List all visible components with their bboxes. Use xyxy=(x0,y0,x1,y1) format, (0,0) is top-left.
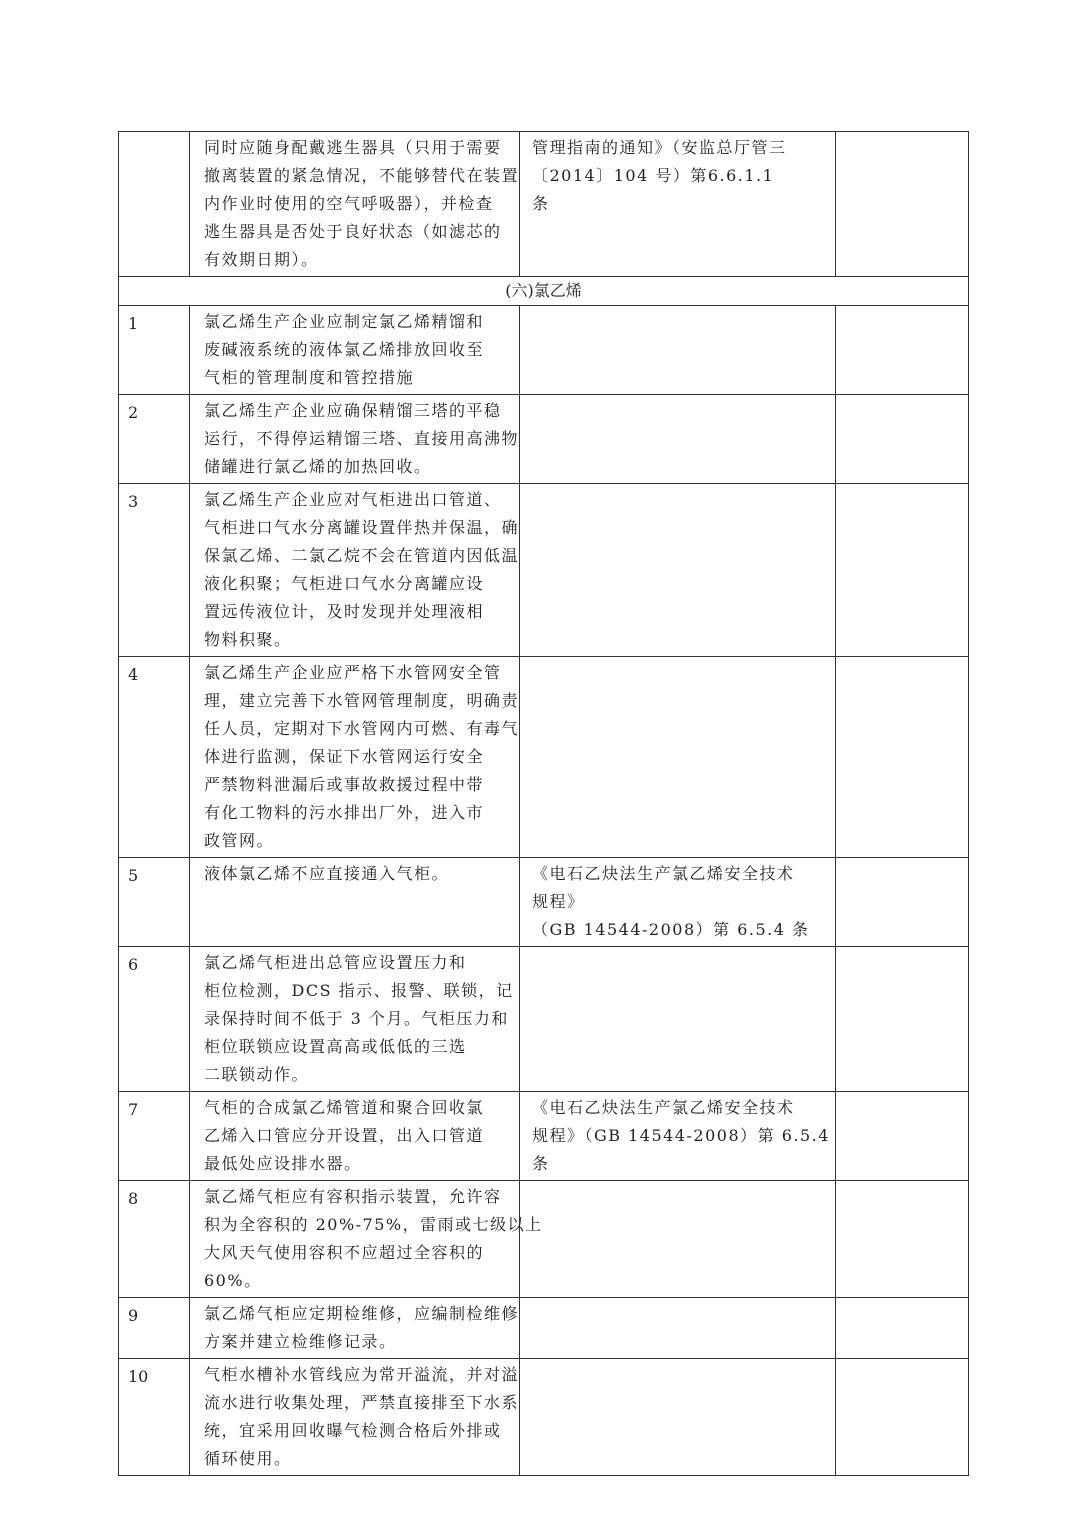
row-remark-cell xyxy=(836,484,969,657)
table-row xyxy=(119,1092,969,1181)
text-line: 流水进行收集处理，严禁直接排至下水系 xyxy=(204,1393,520,1412)
row-number-cell: 5 xyxy=(119,858,190,947)
text-line: 置远传液位计，及时发现并处理液相 xyxy=(204,602,485,621)
text-line: 柜位检测，DCS 指示、报警、联锁，记 xyxy=(204,981,514,1000)
row-basis-cell xyxy=(520,947,836,1092)
checklist-table xyxy=(118,131,969,1476)
text-line: 氯乙烯生产企业应制定氯乙烯精馏和 xyxy=(204,312,485,331)
table-row xyxy=(119,1359,969,1476)
table-row xyxy=(119,484,969,657)
row-content-cell xyxy=(190,395,520,484)
text-line: 气柜水槽补水管线应为常开溢流，并对溢 xyxy=(204,1365,520,1384)
text-line: 任人员，定期对下水管网内可燃、有毒气 xyxy=(204,719,520,738)
text-line: 柜位联锁应设置高高或低低的三选 xyxy=(204,1037,467,1056)
text-line: 条 xyxy=(532,1154,550,1173)
row-basis-cell xyxy=(520,1359,836,1476)
text-line: 储罐进行氯乙烯的加热回收。 xyxy=(204,457,432,476)
text-line: 二联锁动作。 xyxy=(204,1065,310,1084)
row-basis-cell xyxy=(520,395,836,484)
row-basis-cell xyxy=(520,1092,836,1181)
table-row xyxy=(119,1298,969,1359)
text-line: 《电石乙炔法生产氯乙烯安全技术 xyxy=(532,864,795,883)
row-basis-cell xyxy=(520,306,836,395)
row-remark-cell xyxy=(836,306,969,395)
row-number-cell xyxy=(119,132,190,277)
text-line: 规程》 xyxy=(532,892,585,911)
table-row xyxy=(119,858,969,947)
text-line: 氯乙烯生产企业应确保精馏三塔的平稳 xyxy=(204,401,502,420)
row-remark-cell xyxy=(836,395,969,484)
row-content-cell xyxy=(190,1359,520,1476)
text-line: 气柜进口气水分离罐设置伴热并保温，确 xyxy=(204,518,520,537)
table-row xyxy=(119,947,969,1092)
text-line: 物料积聚。 xyxy=(204,630,292,649)
row-basis-cell xyxy=(520,858,836,947)
row-number-cell: 3 xyxy=(119,484,190,657)
text-line: 废碱液系统的液体氯乙烯排放回收至 xyxy=(204,340,485,359)
row-basis-cell xyxy=(520,657,836,858)
row-number-cell: 8 xyxy=(119,1181,190,1298)
row-content-cell xyxy=(190,484,520,657)
row-basis-cell xyxy=(520,132,836,277)
section-header-row xyxy=(119,277,969,306)
text-line: 气柜的管理制度和管控措施 xyxy=(204,368,415,387)
text-line: 管理指南的通知》（安监总厅管三 xyxy=(532,138,787,157)
text-line: 录保持时间不低于 3 个月。气柜压力和 xyxy=(204,1009,509,1028)
text-line: 液化积聚；气柜进口气水分离罐应设 xyxy=(204,574,485,593)
text-line: 体进行监测，保证下水管网运行安全 xyxy=(204,747,485,766)
row-content-cell xyxy=(190,306,520,395)
text-line: 液体氯乙烯不应直接通入气柜。 xyxy=(204,864,450,883)
row-remark-cell xyxy=(836,1359,969,1476)
row-content-cell xyxy=(190,1181,543,1298)
row-number-cell: 2 xyxy=(119,395,190,484)
table-row xyxy=(119,395,969,484)
text-line: 大风天气使用容积不应超过全容积的 xyxy=(204,1243,485,1262)
text-line: （GB 14544-2008）第 6.5.4 条 xyxy=(532,920,810,939)
checklist-table-body xyxy=(119,132,969,1476)
text-line: 最低处应设排水器。 xyxy=(204,1154,362,1173)
text-line: 政管网。 xyxy=(204,831,275,850)
text-line: 氯乙烯气柜应定期检维修，应编制检维修 xyxy=(204,1304,520,1323)
row-remark-cell xyxy=(836,858,969,947)
text-line: 规程》（GB 14544-2008）第 6.5.4 xyxy=(532,1126,830,1145)
text-line: 内作业时使用的空气呼吸器），并检查 xyxy=(204,194,494,213)
text-line: 有效期日期）。 xyxy=(204,250,319,269)
text-line: 方案并建立检维修记录。 xyxy=(204,1332,397,1351)
text-line: 有化工物料的污水排出厂外，进入市 xyxy=(204,803,485,822)
row-remark-cell xyxy=(836,947,969,1092)
text-line: 撤离装置的紧急情况，不能够替代在装置 xyxy=(204,166,520,185)
text-line: 氯乙烯气柜应有容积指示装置，允许容 xyxy=(204,1187,502,1206)
row-content-cell xyxy=(190,947,520,1092)
text-line: 逃生器具是否处于良好状态（如滤芯的 xyxy=(204,222,502,241)
text-line: 运行，不得停运精馏三塔、直接用高沸物 xyxy=(204,429,520,448)
row-number-cell: 4 xyxy=(119,657,190,858)
text-line: 60%。 xyxy=(204,1271,262,1290)
row-basis-cell xyxy=(520,1181,836,1298)
text-line: 氯乙烯生产企业应严格下水管网安全管 xyxy=(204,663,502,682)
row-remark-cell xyxy=(836,1181,969,1298)
table-row xyxy=(119,657,969,858)
row-remark-cell xyxy=(836,1092,969,1181)
text-line: 严禁物料泄漏后或事故救援过程中带 xyxy=(204,775,485,794)
row-remark-cell xyxy=(836,657,969,858)
section-title: (六)氯乙烯 xyxy=(119,277,969,306)
text-line: 氯乙烯生产企业应对气柜进出口管道、 xyxy=(204,490,502,509)
row-content-cell xyxy=(190,1092,520,1181)
row-basis-cell xyxy=(520,1298,836,1359)
text-line: 《电石乙炔法生产氯乙烯安全技术 xyxy=(532,1098,795,1117)
row-content-cell xyxy=(190,132,520,277)
row-number-cell: 7 xyxy=(119,1092,190,1181)
row-content-cell xyxy=(190,858,520,947)
text-line: 同时应随身配戴逃生器具（只用于需要 xyxy=(204,138,502,157)
text-line: 条 xyxy=(532,194,550,213)
row-content-cell xyxy=(190,1298,520,1359)
text-line: 理，建立完善下水管网管理制度，明确责 xyxy=(204,691,520,710)
row-remark-cell xyxy=(836,132,969,277)
row-number-cell: 10 xyxy=(119,1359,190,1476)
text-line: 气柜的合成氯乙烯管道和聚合回收氯 xyxy=(204,1098,485,1117)
text-line: 统，宜采用回收曝气检测合格后外排或 xyxy=(204,1421,502,1440)
text-line: 循环使用。 xyxy=(204,1449,292,1468)
row-remark-cell xyxy=(836,1298,969,1359)
row-number-cell: 6 xyxy=(119,947,190,1092)
text-line: 〔2014〕104 号）第6.6.1.1 xyxy=(532,166,775,185)
table-row xyxy=(119,132,969,277)
row-content-cell xyxy=(190,657,520,858)
row-number-cell: 1 xyxy=(119,306,190,395)
text-line: 乙烯入口管应分开设置，出入口管道 xyxy=(204,1126,485,1145)
text-line: 氯乙烯气柜进出总管应设置压力和 xyxy=(204,953,467,972)
table-row xyxy=(119,306,969,395)
row-number-cell: 9 xyxy=(119,1298,190,1359)
row-basis-cell xyxy=(520,484,836,657)
table-row xyxy=(119,1181,969,1298)
text-line: 保氯乙烯、二氯乙烷不会在管道内因低温 xyxy=(204,546,520,565)
text-line: 积为全容积的 20%-75%，雷雨或七级以上 xyxy=(204,1215,543,1234)
